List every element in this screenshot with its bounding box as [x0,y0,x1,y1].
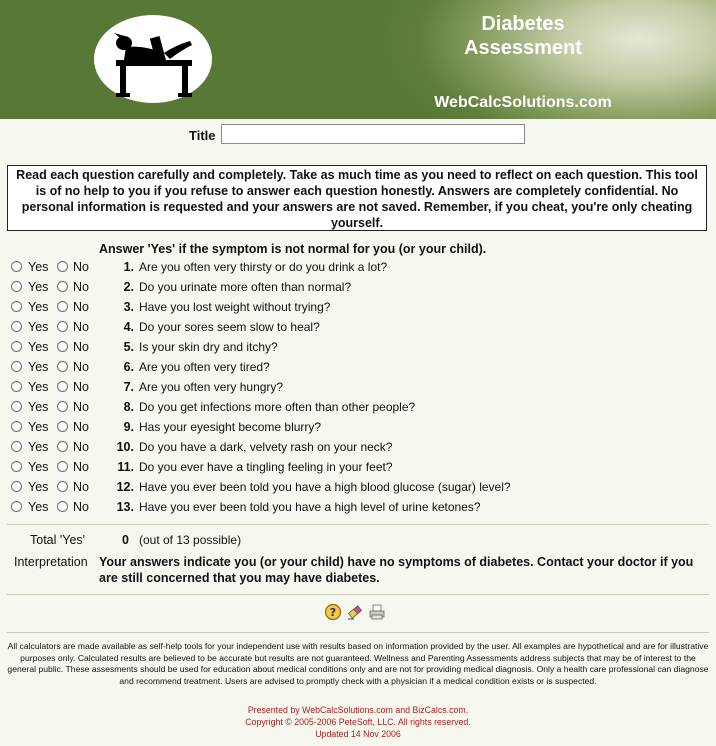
question-text: Do you ever have a tingling feeling in your feet? [139,460,393,474]
divider [7,594,709,595]
disclaimer: All calculators are made available as self-help tools for your independent use with results based on information provided by the user. All examples are hypothetical and are for illustrative purposes only. Calculated results are believed to be accurate but results are not guaranteed. Wellness and Parenting Assessments address subjects that may be of interest to the general public. These assesments should be used for education about medical conditions only and are not for providing medical diagnosis. Only a health care professional can diagnose and recommend treatment. Users are advised to promptly check with a physician if a medical condition exists or is suspected. [7,641,709,686]
printer-icon[interactable] [368,603,386,621]
no-radio[interactable] [57,381,68,392]
question-text: Do you urinate more often than normal? [139,280,352,294]
question-number: 5. [123,340,134,354]
no-label: No [73,300,89,314]
title-input[interactable] [221,124,525,144]
title-line-2: Assessment [464,37,582,59]
yes-label: Yes [28,280,49,294]
question-number: 11. [117,460,134,474]
no-label: No [73,400,89,414]
yes-radio[interactable] [11,401,22,412]
question-text: Are you often very thirsty or do you drink a lot? [139,260,388,274]
question-row [0,498,716,518]
yes-label: Yes [28,460,49,474]
question-row [0,398,716,418]
no-label: No [73,280,89,294]
toolbar [322,603,392,623]
question-text: Have you ever been told you have a high blood glucose (sugar) level? [139,480,511,494]
yes-radio[interactable] [11,501,22,512]
no-label: No [73,320,89,334]
question-row [0,338,716,358]
yes-radio[interactable] [11,341,22,352]
question-text: Are you often very hungry? [139,380,284,394]
yes-label: Yes [28,380,49,394]
interpretation-label: Interpretation [14,555,88,569]
copyright: Copyright © 2005-2006 PeteSoft, LLC. All rights reserved. [245,717,471,727]
question-number: 10. [116,440,134,454]
yes-radio[interactable] [11,381,22,392]
title-label: Title [189,128,216,143]
no-label: No [73,440,89,454]
yes-label: Yes [28,480,49,494]
no-label: No [73,360,89,374]
question-row [0,358,716,378]
site-name: WebCalcSolutions.com [434,94,612,111]
no-radio[interactable] [57,301,68,312]
question-row [0,258,716,278]
interpretation-text: Your answers indicate you (or your child) have no symptoms of diabetes. Contact your doctor if you are still concerned that you may have diabetes. [99,555,694,585]
question-row [0,318,716,338]
no-radio[interactable] [57,361,68,372]
yes-label: Yes [28,440,49,454]
no-radio[interactable] [57,461,68,472]
question-number: 13. [116,500,134,514]
yes-label: Yes [28,420,49,434]
question-text: Do you get infections more often than other people? [139,400,416,414]
question-number: 12. [116,480,134,494]
question-text: Are you often very tired? [139,360,270,374]
question-row [0,278,716,298]
no-radio[interactable] [57,441,68,452]
yes-label: Yes [28,360,49,374]
question-row [0,378,716,398]
updated-date: Updated 14 Nov 2006 [315,729,401,739]
no-label: No [73,340,89,354]
question-number: 8. [123,400,134,414]
presented-by: Presented by WebCalcSolutions.com and BizCalcs.com. [247,705,469,715]
question-row [0,478,716,498]
no-radio[interactable] [57,401,68,412]
yes-label: Yes [28,340,49,354]
total-yes-note: (out of 13 possible) [139,533,242,547]
yes-radio[interactable] [11,321,22,332]
no-label: No [73,460,89,474]
question-number: 1. [123,260,134,274]
question-number: 2. [123,280,134,294]
question-number: 9. [123,420,134,434]
yes-radio[interactable] [11,461,22,472]
reader-silhouette-icon [94,15,212,103]
no-radio[interactable] [57,281,68,292]
no-radio[interactable] [57,261,68,272]
yes-label: Yes [28,260,49,274]
no-radio[interactable] [57,321,68,332]
yes-label: Yes [28,320,49,334]
yes-label: Yes [28,500,49,514]
no-radio[interactable] [57,421,68,432]
question-text: Do you have a dark, velvety rash on your neck? [139,440,393,454]
yes-radio[interactable] [11,441,22,452]
question-text: Has your eyesight become blurry? [139,420,322,434]
no-label: No [73,420,89,434]
question-number: 3. [123,300,134,314]
no-radio[interactable] [57,341,68,352]
yes-radio[interactable] [11,261,22,272]
question-number: 6. [123,360,134,374]
total-yes-value: 0 [122,533,129,547]
divider [7,524,709,525]
no-label: No [73,380,89,394]
page-title [430,12,616,60]
svg-text:?: ? [329,606,337,620]
divider [7,632,709,633]
yes-radio[interactable] [11,481,22,492]
no-label: No [73,480,89,494]
yes-radio[interactable] [11,361,22,372]
yes-label: Yes [28,300,49,314]
answer-instructions: Answer 'Yes' if the symptom is not normal for you (or your child). [99,242,487,256]
title-row [0,124,716,148]
question-number: 7. [123,380,134,394]
header-banner [0,0,716,119]
question-text: Do your sores seem slow to heal? [139,320,320,334]
yes-radio[interactable] [11,421,22,432]
no-radio[interactable] [57,481,68,492]
logo [94,15,212,103]
title-line-1: Diabetes [481,13,565,35]
eraser-icon[interactable] [346,603,364,621]
no-label: No [73,260,89,274]
question-number: 4. [123,320,134,334]
question-row [0,438,716,458]
question-row [0,418,716,438]
total-yes-label: Total 'Yes' [30,533,86,547]
no-radio[interactable] [57,501,68,512]
yes-radio[interactable] [11,301,22,312]
yes-radio[interactable] [11,281,22,292]
instructions-notice: Read each question carefully and completely. Take as much time as you need to reflect on each question. This tool is of no help to you if you refuse to answer each question honestly. Answers are completely confidential. No personal information is requested and your answers are not saved. Remember, if you cheat, you're only cheating yourself. [7,165,707,231]
question-text: Is your skin dry and itchy? [139,340,278,354]
question-text: Have you ever been told you have a high level of urine ketones? [139,500,481,514]
question-row [0,298,716,318]
no-label: No [73,500,89,514]
question-mark-icon[interactable] [324,603,342,621]
yes-label: Yes [28,400,49,414]
question-row [0,458,716,478]
question-text: Have you lost weight without trying? [139,300,331,314]
